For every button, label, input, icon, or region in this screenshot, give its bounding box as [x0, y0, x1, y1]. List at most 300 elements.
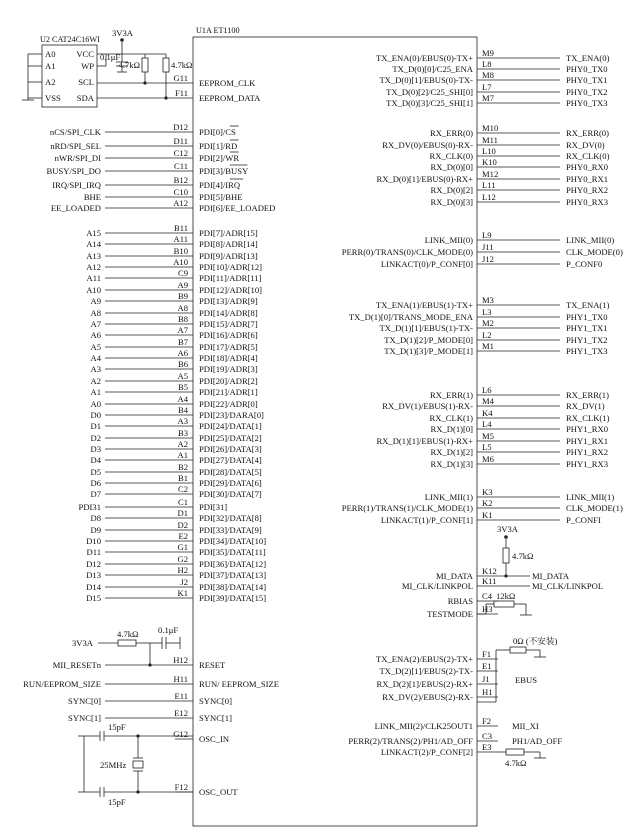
pin-m3-r	[376, 295, 610, 310]
pin-ball-m2-r: M2	[482, 318, 494, 328]
net-bhe: BHE	[83, 192, 101, 202]
pin-name-pdi-12-adr-10: PDI[12]/ADR[10]	[199, 285, 263, 295]
pin-ball-f1-r: F1	[482, 649, 492, 659]
pin-ball-c3-r: C3	[482, 731, 493, 741]
pin-ball-a11: A11	[173, 234, 188, 244]
pin-name-rx-clk-0: RX_CLK(0)	[429, 151, 473, 161]
pin-ball-j1-r: J1	[482, 674, 490, 684]
pin-ball-f11: F11	[174, 88, 188, 98]
pin-ball-e3-r: E3	[482, 742, 492, 752]
pin-name-pdi-19-adr-3: PDI[19]/ADR[3]	[199, 364, 258, 374]
net-sync-1: SYNC[1]	[68, 713, 101, 723]
eeprom-pin-a0: A0	[45, 49, 56, 59]
pin-e11	[68, 691, 232, 706]
osc-crystal-label: 25MHz	[100, 760, 127, 770]
pin-name-pdi-33-data-9: PDI[33]/DATA[9]	[199, 525, 262, 535]
eeprom-pin-a2: A2	[45, 77, 56, 87]
pin-ball-j12-r: J12	[482, 254, 494, 264]
pin-ball-l8-r: L8	[482, 59, 492, 69]
pin-name-rx-err-1: RX_ERR(1)	[430, 390, 473, 400]
pin-name-pdi-10-adr-12: PDI[10]/ADR[12]	[199, 262, 263, 272]
net-a7: A7	[90, 319, 101, 329]
net-phy0-rx3-r: PHY0_RX3	[566, 197, 609, 207]
pin-name-pdi-28-data-5: PDI[28]/DATA[5]	[199, 467, 262, 477]
pin-k11-r	[402, 576, 603, 591]
reset-supply-label: 3V3A	[72, 638, 94, 648]
pin-ball-g1: G1	[177, 542, 188, 552]
net-clk-mode-1-r: CLK_MODE(1)	[566, 503, 623, 513]
pin-ball-j11-r: J11	[482, 242, 494, 252]
pin-ball-a8: A8	[177, 303, 188, 313]
net-d1: D1	[90, 421, 101, 431]
pin-name-eeprom-clk: EEPROM_CLK	[199, 78, 256, 88]
pin-ball-m11-r: M11	[482, 135, 498, 145]
pin-ball-d11: D11	[173, 136, 188, 146]
pin-ball-k1-r: K1	[482, 510, 493, 520]
pin-ball-h1-r: H1	[482, 687, 493, 697]
net-d0: D0	[90, 410, 101, 420]
pin-k3-r	[425, 487, 615, 502]
pin-name-perr-2-trans-2-ph1-ad-off: PERR(2)/TRANS(2)/PH1/AD_OFF	[348, 736, 473, 746]
pin-name-pdi-6-ee-loaded: PDI[6]/EE_LOADED	[199, 203, 276, 213]
pin-name-pdi-23-dara-0: PDI[23]/DARA[0]	[199, 410, 264, 420]
net-a1: A1	[90, 387, 101, 397]
pin-name-pdi-26-data-3: PDI[26]/DATA[3]	[199, 444, 262, 454]
pin-ball-g12: G12	[173, 729, 188, 739]
pin-ball-h3-r: H3	[482, 604, 493, 614]
pin-ball-c4-r: C4	[482, 591, 493, 601]
net-d4: D4	[90, 455, 101, 465]
pin-ball-d2: D2	[177, 520, 188, 530]
pin-m9-r	[376, 48, 610, 63]
pin-ball-b9: B9	[177, 291, 188, 301]
pin-ball-f2-r: F2	[482, 716, 492, 726]
pin-ball-c10: C10	[173, 187, 188, 197]
pin-ball-l6-r: L6	[482, 385, 492, 395]
pin-name-pdi-16-adr-6: PDI[16]/ADR[6]	[199, 330, 258, 340]
net-sync-0: SYNC[0]	[68, 696, 101, 706]
pin-ball-c12: C12	[173, 148, 188, 158]
net-rx-err-0-r: RX_ERR(0)	[566, 128, 609, 138]
pin-name-pdi-7-adr-15: PDI[7]/ADR[15]	[199, 228, 258, 238]
pin-c3-r	[348, 731, 562, 746]
net-d5: D5	[90, 467, 101, 477]
pin-name-rx-d-0-0: RX_D(0)[0]	[430, 162, 473, 172]
ebus-label: EBUS	[515, 675, 537, 685]
pin-d1	[90, 508, 261, 523]
pin-b12	[52, 175, 243, 190]
pin-ball-f12: F12	[174, 782, 188, 792]
net-a2: A2	[90, 376, 101, 386]
pconf2-res-label: 4.7kΩ	[505, 758, 527, 768]
pin-ball-g11: G11	[173, 73, 188, 83]
pin-name-pdi-30-data-7: PDI[30]/DATA[7]	[199, 489, 262, 499]
pin-ball-b5: B5	[177, 382, 188, 392]
pin-ball-l5-r: L5	[482, 442, 492, 452]
net-d11: D11	[86, 547, 101, 557]
net-d10: D10	[86, 536, 101, 546]
pin-ball-m6-r: M6	[482, 454, 494, 464]
pin-name-pdi-32-data-8: PDI[32]/DATA[8]	[199, 513, 262, 523]
net-ncs-spi-clk: nCS/SPI_CLK	[49, 127, 101, 137]
pin-name-rx-clk-1: RX_CLK(1)	[429, 413, 473, 423]
pin-ball-c1: C1	[177, 497, 188, 507]
pin-name-tx-d-1-0-trans-mode-ena: TX_D(1)[0]/TRANS_MODE_ENA	[348, 312, 473, 322]
pin-ball-e1-r: E1	[482, 661, 492, 671]
pin-name-pdi-22-adr-0: PDI[22]/ADR[0]	[199, 399, 258, 409]
pin-name-tx-d-2-1-ebus-2-tx: TX_D(2)[1]/EBUS(2)-TX-	[379, 666, 473, 676]
pin-ball-m9-r: M9	[482, 48, 494, 58]
pin-d12	[50, 122, 239, 137]
reset-res-label: 4.7kΩ	[117, 629, 139, 639]
eeprom-supply-label: 3V3A	[112, 28, 134, 38]
pin-name-pdi-8-adr-14: PDI[8]/ADR[14]	[199, 239, 258, 249]
pin-ball-b10: B10	[173, 246, 188, 256]
net-rx-clk-0-r: RX_CLK(0)	[566, 151, 610, 161]
pin-ball-l3-r: L3	[482, 307, 492, 317]
pin-ball-a5: A5	[177, 371, 188, 381]
net-phy0-rx1-r: PHY0_RX1	[566, 174, 609, 184]
pin-ball-l4-r: L4	[482, 419, 492, 429]
pin-name-tx-d-1-1-ebus-1-tx: TX_D(1)[1]/EBUS(1)-TX-	[379, 323, 473, 333]
pin-name-pdi-15-adr-7: PDI[15]/ADR[7]	[199, 319, 258, 329]
pin-name-pdi-39-data-15: PDI[39]/DATA[15]	[199, 593, 267, 603]
net-rx-clk-1-r: RX_CLK(1)	[566, 413, 610, 423]
eeprom-title: U2 CAT24C16WI	[40, 35, 100, 44]
pin-ball-k10-r: K10	[482, 157, 497, 167]
osc-cap1-label: 15pF	[108, 722, 126, 732]
pin-ball-m10-r: M10	[482, 123, 499, 133]
pin-name-pdi-4-irq: PDI[4]/IRQ	[199, 180, 241, 190]
pin-name-eeprom-data: EEPROM_DATA	[199, 93, 261, 103]
pin-ball-m12-r: M12	[482, 169, 499, 179]
pin-ball-m4-r: M4	[482, 396, 494, 406]
pin-j1-r	[376, 674, 498, 689]
pin-ball-l12-r: L12	[482, 192, 496, 202]
net-pdi31: PDI31	[78, 502, 101, 512]
eeprom-pin-vcc: VCC	[76, 49, 94, 59]
pin-h3-r	[427, 604, 498, 619]
ebus-res-label: 0Ω (不安装)	[513, 636, 558, 646]
pin-name-rx-err-0: RX_ERR(0)	[430, 128, 473, 138]
net-d13: D13	[86, 570, 101, 580]
pin-ball-m5-r: M5	[482, 431, 494, 441]
pin-name-pdi-38-data-14: PDI[38]/DATA[14]	[199, 582, 267, 592]
net-rx-dv-0-r: RX_DV(0)	[566, 140, 605, 150]
net-run-eeprom-size: RUN/EEPROM_SIZE	[23, 679, 101, 689]
pin-ball-h12: H12	[173, 655, 188, 665]
net-phy0-tx3-r: PHY0_TX3	[566, 98, 608, 108]
pin-ball-a2: A2	[177, 439, 188, 449]
pin-name-testmode: TESTMODE	[427, 609, 473, 619]
pin-name-pdi-20-adr-2: PDI[20]/ADR[2]	[199, 376, 258, 386]
pin-ball-k11-r: K11	[482, 576, 497, 586]
pin-ball-m8-r: M8	[482, 70, 494, 80]
net-link-mii-0-r: LINK_MII(0)	[566, 235, 615, 245]
pin-name-pdi-2-wr: PDI[2]/WR	[199, 153, 240, 163]
pin-name-pdi-11-adr-11: PDI[11]/ADR[11]	[199, 273, 262, 283]
pin-ball-e11: E11	[174, 691, 188, 701]
pin-e12	[68, 708, 232, 723]
net-tx-ena-0-r: TX_ENA(0)	[566, 53, 610, 63]
pin-name-pdi-3-busy: PDI[3]/BUSY	[199, 166, 249, 176]
net-nrd-spi-sel: nRD/SPI_SEL	[50, 141, 101, 151]
net-d7: D7	[90, 489, 101, 499]
net-a5: A5	[90, 342, 101, 352]
pin-name-rx-d-0-2: RX_D(0)[2]	[430, 185, 473, 195]
pin-name-tx-ena-0-ebus-0-tx: TX_ENA(0)/EBUS(0)-TX+	[376, 53, 473, 63]
net-d2: D2	[90, 433, 101, 443]
net-ee-loaded: EE_LOADED	[50, 203, 101, 213]
pin-name-pdi-35-data-11: PDI[35]/DATA[11]	[199, 547, 266, 557]
pin-ball-a7: A7	[177, 325, 188, 335]
pin-ball-l9-r: L9	[482, 230, 492, 240]
pin-ball-m1-r: M1	[482, 341, 494, 351]
net-rx-dv-1-r: RX_DV(1)	[566, 401, 605, 411]
pin-name-rbias: RBIAS	[447, 596, 473, 606]
pin-ball-l11-r: L11	[482, 180, 496, 190]
pin-name-rx-dv-0-ebus-0-rx: RX_DV(0)/EBUS(0)-RX-	[382, 140, 473, 150]
pin-name-pdi-24-data-1: PDI[24]/DATA[1]	[199, 421, 262, 431]
net-rx-err-1-r: RX_ERR(1)	[566, 390, 609, 400]
pin-name-osc-out: OSC_OUT	[199, 787, 238, 797]
pin-ball-b8: B8	[177, 314, 188, 324]
pin-name-pdi-9-adr-13: PDI[9]/ADR[13]	[199, 251, 258, 261]
pin-h1-r	[382, 687, 498, 702]
net-a9: A9	[90, 296, 101, 306]
pin-name-pdi-13-adr-9: PDI[13]/ADR[9]	[199, 296, 258, 306]
pin-ball-b3: B3	[177, 428, 188, 438]
pin-name-pdi-0-cs: PDI[0]/CS	[199, 127, 236, 137]
net-mii-resetn: MII_RESETn	[52, 660, 101, 670]
net-phy0-tx0-r: PHY0_TX0	[566, 64, 608, 74]
pin-name-pdi-36-data-12: PDI[36]/DATA[12]	[199, 559, 267, 569]
net-d12: D12	[86, 559, 101, 569]
pin-name-pdi-14-adr-8: PDI[14]/ADR[8]	[199, 308, 258, 318]
pin-name-link-mii-1: LINK_MII(1)	[424, 492, 473, 502]
pin-ball-e12: E12	[174, 708, 188, 718]
pin-name-pdi-18-adr-4: PDI[18]/ADR[4]	[199, 353, 258, 363]
pin-ball-b2: B2	[177, 462, 188, 472]
pin-name-pdi-34-data-10: PDI[34]/DATA[10]	[199, 536, 267, 546]
eeprom-cap-label: 0.1μF	[100, 52, 121, 62]
pin-name-tx-ena-2-ebus-2-tx: TX_ENA(2)/EBUS(2)-TX+	[376, 654, 473, 664]
pin-name-pdi-21-adr-1: PDI[21]/ADR[1]	[199, 387, 258, 397]
net-a15: A15	[86, 228, 101, 238]
net-irq-spi-irq: IRQ/SPI_IRQ	[52, 180, 101, 190]
pin-ball-b4: B4	[177, 405, 188, 415]
pin-ball-d12: D12	[173, 122, 188, 132]
pin-name-osc-in: OSC_IN	[199, 734, 230, 744]
net-a0: A0	[90, 399, 101, 409]
pin-l9-r	[425, 230, 615, 245]
pin-name-rx-d-0-3: RX_D(0)[3]	[430, 197, 473, 207]
pin-name-tx-d-1-2-p-mode-0: TX_D(1)[2]/P_MODE[0]	[384, 335, 473, 345]
pin-name-sync-0: SYNC[0]	[199, 696, 232, 706]
pin-name-rx-d-1-0: RX_D(1)[0]	[430, 424, 473, 434]
pin-name-rx-dv-1-ebus-1-rx: RX_DV(1)/EBUS(1)-RX-	[382, 401, 473, 411]
pin-name-link-mii-2-clk25out1: LINK_MII(2)/CLK25OUT1	[374, 721, 473, 731]
net-phy1-rx1-r: PHY1_RX1	[566, 436, 609, 446]
pin-ball-g2: G2	[177, 554, 188, 564]
pin-ball-l2-r: L2	[482, 330, 492, 340]
mi-pullup-wiring	[503, 535, 509, 577]
net-phy1-rx0-r: PHY1_RX0	[566, 424, 609, 434]
pin-ball-a12: A12	[173, 198, 188, 208]
net-phy0-rx0-r: PHY0_RX0	[566, 162, 609, 172]
pin-ball-a10: A10	[173, 257, 188, 267]
pin-name-rx-d-1-1-ebus-1-rx: RX_D(1)[1]/EBUS(1)-RX+	[376, 436, 473, 446]
pin-ball-b1: B1	[177, 473, 188, 483]
pin-g12	[173, 729, 230, 744]
eeprom-r1-label: 4.7kΩ	[118, 60, 140, 70]
pin-ball-b12: B12	[173, 175, 188, 185]
pin-name-linkact-1-p-conf-1: LINKACT(1)/P_CONF[1]	[380, 515, 473, 525]
pin-ball-j2: J2	[180, 577, 188, 587]
pin-ball-a3: A3	[177, 416, 188, 426]
pin-h11	[23, 674, 279, 689]
pin-name-pdi-17-adr-5: PDI[17]/ADR[5]	[199, 342, 258, 352]
pin-name-tx-d-1-3-p-mode-1: TX_D(1)[3]/P_MODE[1]	[384, 346, 473, 356]
pin-k12-r	[436, 566, 570, 581]
net-clk-mode-0-r: CLK_MODE(0)	[566, 247, 623, 257]
pin-ball-m3-r: M3	[482, 295, 494, 305]
net-link-mii-1-r: LINK_MII(1)	[566, 492, 615, 502]
pin-name-rx-d-0-1-ebus-0-rx: RX_D(0)[1]/EBUS(0)-RX+	[376, 174, 473, 184]
pin-ball-h2: H2	[177, 565, 188, 575]
pin-ball-a1: A1	[177, 450, 188, 460]
left-pin-group	[23, 73, 279, 797]
pin-ball-b11: B11	[173, 223, 188, 233]
pin-name-link-mii-0: LINK_MII(0)	[424, 235, 473, 245]
pin-c1	[79, 497, 228, 512]
pin-name-rx-d-1-2: RX_D(1)[2]	[430, 447, 473, 457]
pin-ball-l10-r: L10	[482, 146, 496, 156]
pin-ball-k1: K1	[177, 588, 188, 598]
net-phy0-tx1-r: PHY0_TX1	[566, 75, 608, 85]
pin-ball-k2-r: K2	[482, 498, 493, 508]
pin-name-perr-0-trans-0-clk-mode-0: PERR(0)/TRANS(0)/CLK_MODE(0)	[341, 247, 473, 257]
pin-f2-r	[375, 716, 539, 731]
eeprom-pin-scl: SCL	[78, 77, 94, 87]
rbias-res-label: 12kΩ	[496, 591, 516, 601]
pin-f1-r	[376, 649, 498, 664]
net-d15: D15	[86, 593, 101, 603]
pin-name-pdi-37-data-13: PDI[37]/DATA[13]	[199, 570, 267, 580]
pin-name-rx-d-1-3: RX_D(1)[3]	[430, 459, 473, 469]
pin-h12	[53, 655, 226, 670]
net-phy1-tx3-r: PHY1_TX3	[566, 346, 608, 356]
net-phy0-tx2-r: PHY0_TX2	[566, 87, 608, 97]
pin-ball-m7-r: M7	[482, 93, 494, 103]
eeprom-pins	[45, 49, 95, 103]
net-phy1-rx3-r: PHY1_RX3	[566, 459, 609, 469]
pin-name-rx-d-2-1-ebus-2-rx: RX_D(2)[1]/EBUS(2)-RX+	[376, 679, 473, 689]
pin-name-linkact-0-p-conf-0: LINKACT(0)/P_CONF[0]	[380, 259, 473, 269]
pin-ball-k3-r: K3	[482, 487, 493, 497]
net-a11: A11	[86, 273, 101, 283]
pin-name-tx-d-0-2-c25-shi-0: TX_D(0)[2]/C25_SHI[0]	[386, 87, 473, 97]
pin-name-pdi-29-data-6: PDI[29]/DATA[6]	[199, 478, 262, 488]
pin-c11	[47, 161, 249, 176]
pin-name-sync-1: SYNC[1]	[199, 713, 232, 723]
net-phy1-tx0-r: PHY1_TX0	[566, 312, 608, 322]
pin-name-tx-d-0-1-ebus-0-tx: TX_D(0)[1]/EBUS(0)-TX-	[379, 75, 473, 85]
mi-pullup-supply-label: 3V3A	[497, 524, 519, 534]
net-a6: A6	[90, 330, 101, 340]
pin-ball-b6: B6	[177, 359, 188, 369]
eeprom-pin-wp: WP	[81, 61, 94, 71]
pin-name-rx-dv-2-ebus-2-rx: RX_DV(2)/EBUS(2)-RX-	[382, 692, 473, 702]
pin-name-reset: RESET	[199, 660, 226, 670]
pin-name-run-eeprom-size: RUN/ EEPROM_SIZE	[199, 679, 279, 689]
net-d14: D14	[86, 582, 101, 592]
pin-name-pdi-5-bhe: PDI[5]/BHE	[199, 192, 243, 202]
net-a4: A4	[90, 353, 101, 363]
pin-ball-h11: H11	[173, 674, 188, 684]
pin-name-pdi-27-data-4: PDI[27]/DATA[4]	[199, 455, 262, 465]
net-a8: A8	[90, 308, 101, 318]
net-d8: D8	[90, 513, 101, 523]
net-mi-clk-linkpol-r: MI_CLK/LINKPOL	[532, 581, 604, 591]
pin-ball-l7-r: L7	[482, 82, 492, 92]
pin-name-pdi-25-data-2: PDI[25]/DATA[2]	[199, 433, 262, 443]
pin-name-mi-data: MI_DATA	[435, 571, 473, 581]
net-p-confi-r: P_CONFI	[566, 515, 601, 525]
pin-d11	[50, 136, 238, 151]
pin-l6-r	[430, 385, 609, 400]
net-phy1-tx2-r: PHY1_TX2	[566, 335, 608, 345]
eeprom-pin-vss: VSS	[45, 93, 61, 103]
pin-ball-a6: A6	[177, 348, 188, 358]
net-a10: A10	[86, 285, 101, 295]
pin-ball-c11: C11	[173, 161, 188, 171]
eeprom-r2-label: 4.7kΩ	[171, 60, 193, 70]
pin-name-linkact-2-p-conf-2: LINKACT(2)/P_CONF[2]	[380, 747, 473, 757]
pin-f12	[175, 782, 239, 797]
pin-name-perr-1-trans-1-clk-mode-1: PERR(1)/TRANS(1)/CLK_MODE(1)	[341, 503, 473, 513]
pin-ball-c2: C2	[177, 484, 188, 494]
pin-name-tx-d-0-3-c25-shi-1: TX_D(0)[3]/C25_SHI[1]	[386, 98, 473, 108]
net-mi-data-r: MI_DATA	[532, 571, 570, 581]
pin-g11	[174, 73, 257, 88]
pin-name-tx-d-0-0-c25-ena: TX_D(0)[0]/C25_ENA	[392, 64, 473, 74]
net-phy1-tx1-r: PHY1_TX1	[566, 323, 608, 333]
et1100-title: U1A ET1100	[196, 26, 240, 35]
net-p-conf0-r: P_CONF0	[566, 259, 603, 269]
mi-pullup-res-label: 4.7kΩ	[512, 551, 534, 561]
net-nwr-spi-di: nWR/SPI_DI	[54, 153, 101, 163]
net-phy0-rx2-r: PHY0_RX2	[566, 185, 609, 195]
net-ph1-ad-off-r: PH1/AD_OFF	[512, 736, 563, 746]
pin-ball-d1: D1	[177, 508, 188, 518]
pconf2-wiring	[498, 749, 546, 758]
net-a13: A13	[86, 251, 101, 261]
pin-f11	[175, 88, 261, 103]
pin-name-pdi-1-rd: PDI[1]/RD	[199, 141, 238, 151]
pin-ball-b7: B7	[177, 337, 188, 347]
pin-ball-k4-r: K4	[482, 408, 493, 418]
pin-ball-k12-r: K12	[482, 566, 497, 576]
eeprom-pin-a1: A1	[45, 61, 56, 71]
net-a12: A12	[86, 262, 101, 272]
pin-m10-r	[430, 123, 609, 138]
reset-cap-label: 0.1μF	[158, 625, 179, 635]
net-d9: D9	[90, 525, 101, 535]
reset-rc-wiring	[98, 637, 180, 667]
net-phy1-rx2-r: PHY1_RX2	[566, 447, 609, 457]
pin-name-mi-clk-linkpol: MI_CLK/LINKPOL	[401, 581, 473, 591]
